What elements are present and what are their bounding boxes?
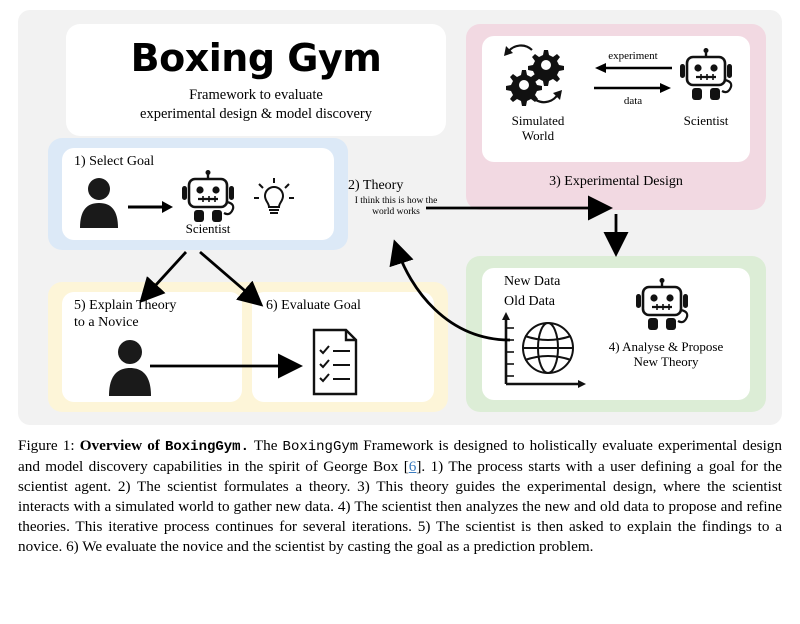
citation-link-6[interactable]: 6	[408, 457, 417, 475]
robot-icon	[678, 48, 734, 104]
scientist-label-blue: Scientist	[185, 221, 231, 236]
simulated-world-label	[490, 114, 586, 144]
theory-note	[348, 196, 444, 219]
caption-name-inline: BoxingGym	[282, 439, 359, 455]
person-icon	[106, 338, 154, 396]
arrow-experiment-icon	[594, 62, 672, 74]
globe-chart-icon	[494, 312, 590, 392]
robot-icon	[634, 278, 690, 334]
explain-line-2: to a Novice	[74, 314, 139, 330]
data-arrow-label: data	[623, 95, 643, 107]
analyse-line-2: New Theory	[633, 353, 699, 369]
explain-theory-label	[74, 298, 176, 332]
card-evaluate-goal	[252, 292, 434, 402]
theory-label: 2) Theory	[348, 178, 404, 193]
caption-figure-label: Figure 1:	[18, 437, 75, 454]
analyse-line-1: 4) Analyse & Propose	[608, 339, 724, 354]
caption-text-2: Framework is designed to holistically evaluate experimental design and model discovery capabilities in the spirit of George Box [	[18, 437, 782, 475]
gears-icon	[500, 44, 574, 106]
card-analyse-propose	[482, 268, 750, 400]
panel-title	[66, 24, 446, 136]
theory-note-line-2: world works	[372, 207, 420, 218]
person-icon	[78, 176, 120, 228]
card-select-goal	[62, 148, 334, 240]
card-experimental-design	[482, 36, 750, 162]
analyse-propose-label	[586, 340, 746, 370]
subtitle-line-1: Framework to evaluate	[189, 87, 323, 103]
figure-caption	[18, 436, 782, 558]
experiment-arrow-group	[594, 50, 672, 74]
card-explain-theory	[62, 292, 242, 402]
boxinggym-subtitle	[66, 86, 446, 123]
caption-text-3: ]. 1) The process starts with a user defining a goal for the scientist agent. 2) The scientist formulates a theory. 3) This theory guides the experimental design, where the scientist interacts with a simulated world to gather new data. 4) The scientist then analyzes the new and old data to propose and refine theories. This iterative process continues for several iterations. 5) The scientist is then asked to explain the findings to a novice. 6) We evaluate the novice and the scientist by casting the goal as a prediction problem.	[18, 457, 782, 556]
caption-bold-name: BoxingGym.	[164, 439, 249, 455]
theory-block	[348, 178, 444, 219]
arrow-data-icon	[594, 82, 672, 94]
robot-icon	[180, 170, 236, 226]
evaluate-goal-label: 6) Evaluate Goal	[266, 298, 361, 313]
experimental-design-caption: 3) Experimental Design	[549, 174, 683, 189]
panel-analyse-propose	[466, 256, 766, 412]
caption-bold-overview: Overview of	[79, 437, 165, 454]
boxinggym-title: Boxing Gym	[130, 36, 382, 80]
old-data-label: Old Data	[504, 294, 555, 309]
select-goal-label: 1) Select Goal	[74, 154, 155, 169]
experiment-arrow-label: experiment	[608, 50, 658, 62]
panel-explain-evaluate	[48, 282, 448, 412]
subtitle-line-2: experimental design & model discovery	[140, 105, 372, 122]
scientist-label-pink: Scientist	[683, 113, 729, 128]
simulated-world-line-1: Simulated	[511, 113, 565, 128]
simulated-world-line-2: World	[521, 127, 555, 143]
lightbulb-icon	[252, 176, 296, 220]
caption-text-1: The	[248, 437, 283, 454]
panel-select-goal	[48, 138, 348, 250]
theory-note-line-1: I think this is how the	[354, 196, 438, 206]
arrow-person-to-robot-icon	[128, 200, 174, 214]
data-arrow-group	[594, 82, 672, 107]
panel-experimental-design	[466, 24, 766, 210]
checklist-document-icon	[308, 328, 362, 396]
figure-1-diagram	[18, 10, 782, 425]
explain-line-1: 5) Explain Theory	[74, 298, 177, 313]
new-data-label: New Data	[504, 274, 561, 289]
